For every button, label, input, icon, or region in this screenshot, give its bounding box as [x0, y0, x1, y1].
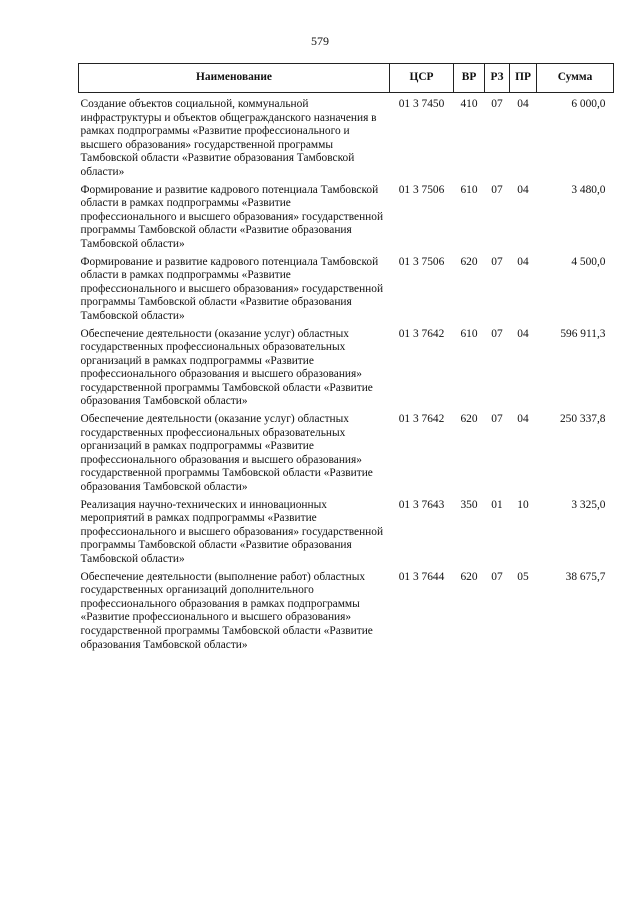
table-row — [79, 184, 614, 256]
row-pr: 10 — [517, 498, 529, 511]
row-rz: 07 — [491, 570, 503, 583]
row-csr: 01 3 7506 — [398, 183, 445, 196]
row-vr: 410 — [460, 98, 478, 110]
row-name: Обеспечение деятельности (оказание услуг) областных государственных профессиональных образовательных организаций в рамках подпрограммы «Развитие профессионального образования и высшего образования» государственной программы Тамбовской области «Развитие образования Тамбовской области» — [80, 327, 373, 408]
row-vr: 610 — [460, 183, 478, 196]
row-csr: 01 3 7642 — [398, 413, 445, 426]
row-vr: 610 — [460, 327, 478, 340]
row-csr: 01 3 7450 — [398, 98, 445, 110]
header-name: Наименование — [79, 64, 390, 93]
table-row — [79, 499, 614, 571]
row-vr: 350 — [460, 498, 478, 511]
row-vr: 620 — [460, 570, 478, 583]
header-vr: ВР — [454, 64, 485, 93]
header-sum: Сумма — [537, 64, 614, 93]
row-name: Формирование и развитие кадрового потенциала Тамбовской области в рамках подпрограммы «Развитие профессионального и высшего образования» государственной программы Тамбовской области «Развитие образования Тамбовской области» — [80, 183, 384, 250]
table-header-row — [79, 64, 614, 93]
row-rz: 07 — [491, 98, 503, 110]
row-rz: 07 — [491, 255, 503, 268]
header-rz: РЗ — [485, 64, 510, 93]
row-vr: 620 — [460, 255, 478, 268]
row-rz: 07 — [491, 183, 503, 196]
table-row — [79, 93, 614, 184]
row-name: Обеспечение деятельности (оказание услуг) областных государственных профессиональных образовательных организаций в рамках подпрограммы «Развитие профессионального образования и высшего образования» государственной программы Тамбовской области «Развитие образования Тамбовской области» — [80, 413, 373, 494]
row-sum: 250 337,8 — [559, 413, 606, 426]
row-csr: 01 3 7643 — [398, 498, 445, 511]
header-pr: ПР — [510, 64, 537, 93]
row-pr: 04 — [517, 98, 529, 110]
table-row — [79, 413, 614, 499]
header-csr: ЦСР — [390, 64, 454, 93]
row-sum: 3 480,0 — [571, 183, 606, 196]
row-csr: 01 3 7644 — [398, 570, 445, 583]
row-name: Создание объектов социальной, коммунальной инфраструктуры и объектов общегражданского назначения в рамках подпрограммы «Развитие профессионального и высшего образования» государственной программы Тамбовской области «Развитие образования Тамбовской области» — [80, 98, 377, 178]
table-row — [79, 328, 614, 414]
row-name: Формирование и развитие кадрового потенциала Тамбовской области в рамках подпрограммы «Развитие профессионального и высшего образования» государственной программы Тамбовской области «Развитие образования Тамбовской области» — [80, 255, 384, 322]
row-sum: 3 325,0 — [571, 498, 606, 511]
row-csr: 01 3 7506 — [398, 255, 445, 268]
row-vr: 620 — [460, 413, 478, 426]
row-pr: 05 — [517, 570, 529, 583]
row-rz: 07 — [491, 327, 503, 340]
budget-table — [78, 63, 614, 656]
row-sum: 4 500,0 — [571, 255, 606, 268]
row-rz: 07 — [491, 413, 503, 426]
row-pr: 04 — [517, 327, 529, 340]
row-sum: 38 675,7 — [565, 570, 606, 583]
row-pr: 04 — [517, 413, 529, 426]
row-name: Обеспечение деятельности (выполнение работ) областных государственных организаций дополнительного профессионального образования в рамках подпрограммы «Развитие профессионального и высшего образования» государственной программы Тамбовской области «Развитие образования Тамбовской области» — [80, 570, 373, 651]
row-csr: 01 3 7642 — [398, 327, 445, 340]
page-number: 579 — [311, 34, 329, 48]
row-pr: 04 — [517, 183, 529, 196]
row-sum: 6 000,0 — [571, 98, 606, 110]
row-name: Реализация научно-технических и инновационных мероприятий в рамках подпрограммы «Развитие профессионального и высшего образования» государственной программы Тамбовской области «Развитие образования Тамбовской области» — [80, 498, 384, 565]
row-rz: 01 — [491, 498, 503, 511]
row-sum: 596 911,3 — [560, 327, 606, 340]
table-row — [79, 571, 614, 657]
row-pr: 04 — [517, 255, 529, 268]
table-row — [79, 256, 614, 328]
